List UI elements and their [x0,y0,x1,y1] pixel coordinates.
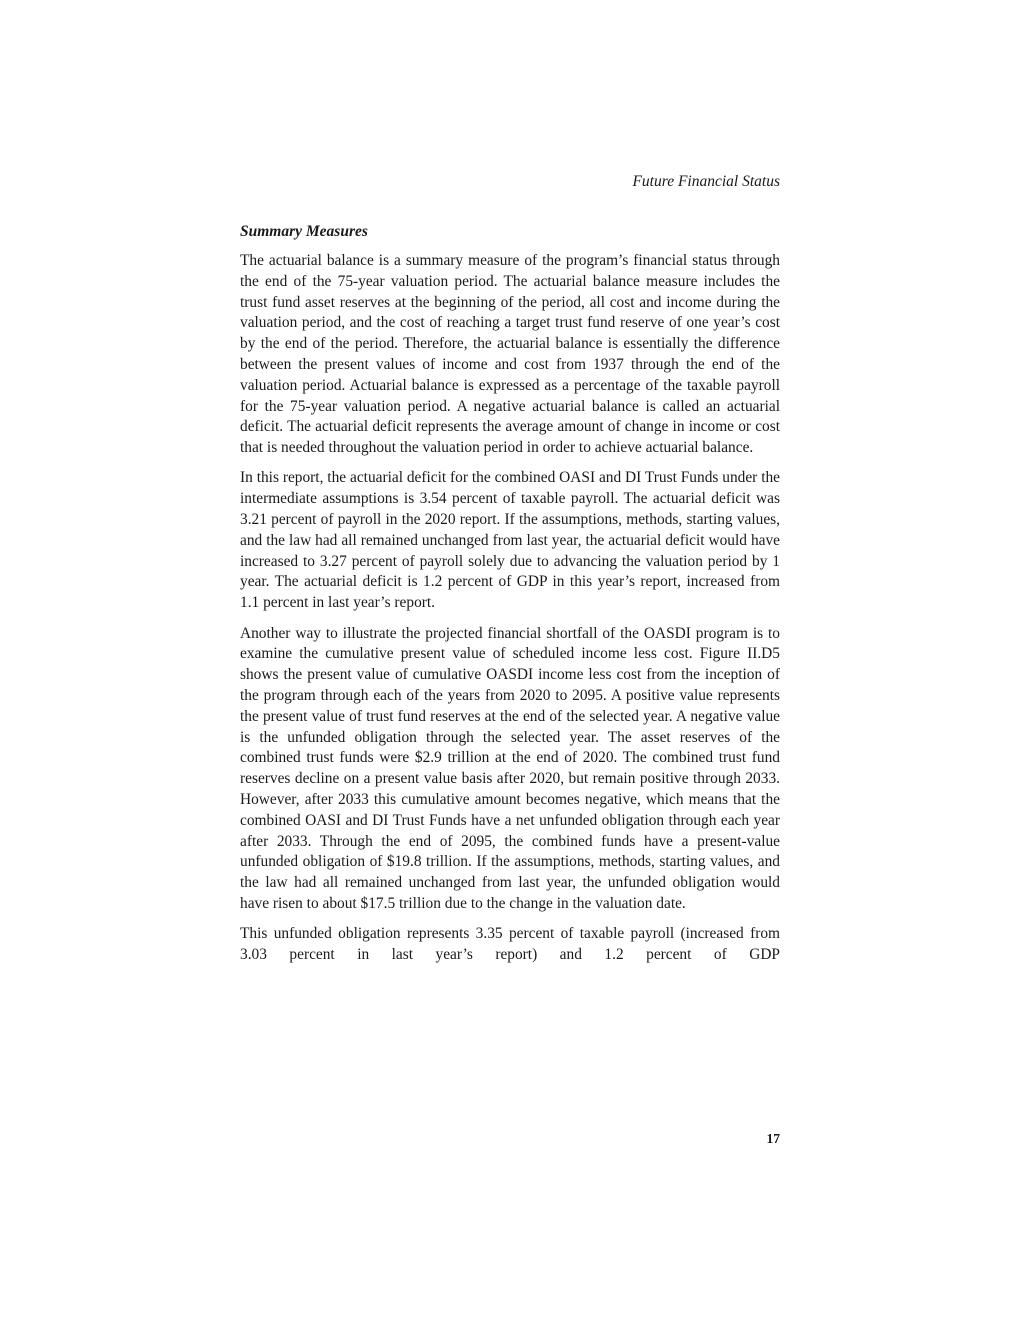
paragraph-cumulative-present-value: Another way to illustrate the projected financial shortfall of the OASDI program is to examine the cumulative present value of scheduled income less cost. Figure II.D5 shows the present value of cumulative OASDI income less cost from the inception of the program through each of the years from 2020 to 2095. A positive value represents the present value of trust fund reserves at the end of the selected year. A negative value is the unfunded obligation through the selected year. The asset reserves of the combined trust funds were $2.9 trillion at the end of 2020. The combined trust fund reserves decline on a present value basis after 2020, but remain positive through 2033. However, after 2033 this cumulative amount becomes negative, which means that the combined OASI and DI Trust Funds have a net unfunded obligation through each year after 2033. Through the end of 2095, the combined funds have a present-value unfunded obligation of $19.8 trillion. If the assumptions, methods, starting values, and the law had all remained unchanged from last year, the unfunded obligation would have risen to about $17.5 trillion due to the change in the valuation date. [240,624,780,912]
paragraph-actuarial-balance: The actuarial balance is a summary measure of the program’s financial status through the end of the 75-year valuation period. The actuarial balance measure includes the trust fund asset reserves at the beginning of the period, all cost and income during the valuation period, and the cost of reaching a target trust fund reserve of one year’s cost by the end of the period. Therefore, the actuarial balance is essentially the difference between the present values of income and cost from 1937 through the end of the valuation period. Actuarial balance is expressed as a percentage of the taxable payroll for the 75-year valuation period. A negative actuarial balance is called an actuarial deficit. The actuarial deficit represents the average amount of change in income or cost that is needed throughout the valuation period in order to achieve actuarial balance. [240,252,780,457]
page-number: 17 [766,1131,780,1146]
main-content [240,221,780,975]
paragraph-unfunded-obligation: This unfunded obligation represents 3.35 percent of taxable payroll (increased from 3.03 percent in last year’s report) and 1.2 percent of GDP [240,925,780,963]
section-heading: Summary Measures [240,223,368,240]
paragraph-actuarial-deficit: In this report, the actuarial deficit for the combined OASI and DI Trust Funds under the intermediate assumptions is 3.54 percent of taxable payroll. The actuarial deficit was 3.21 percent of payroll in the 2020 report. If the assumptions, methods, starting values, and the law had all remained unchanged from last year, the actuarial deficit would have increased to 3.27 percent of payroll solely due to advancing the valuation period by 1 year. The actuarial deficit is 1.2 percent of GDP in this year’s report, increased from 1.1 percent in last year’s report. [240,469,780,612]
running-header-title: Future Financial Status [632,173,780,190]
